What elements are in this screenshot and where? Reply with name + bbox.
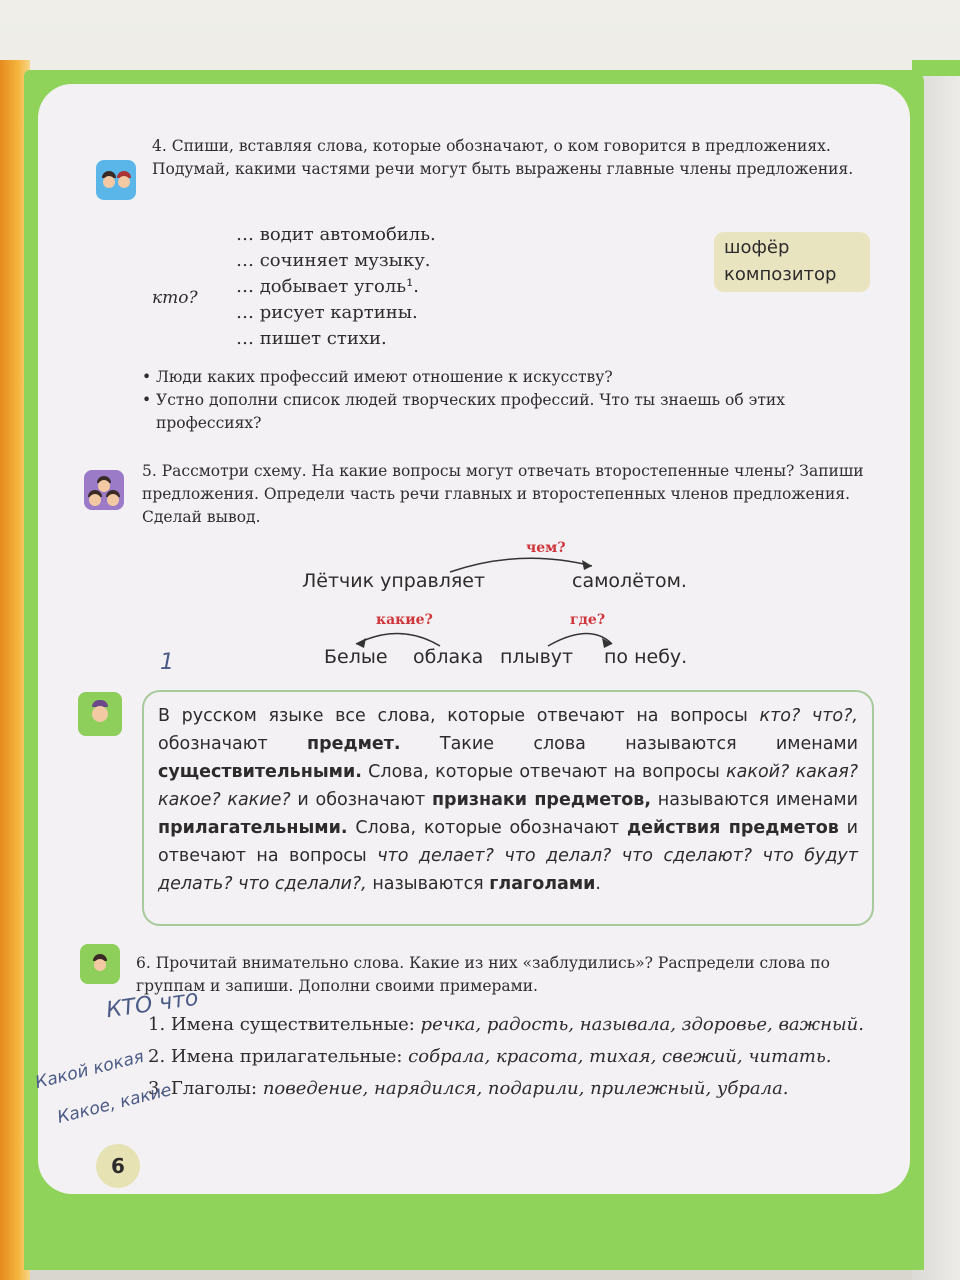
question-chem: чем? [526,540,566,556]
scheme-2-word-4: по небу. [604,646,688,668]
vocabulary-word: шофёр [724,237,790,258]
rule-term: действия предметов [627,818,839,838]
rule-box [142,690,874,926]
rule-text: . [595,874,601,894]
list-item-words: речка, радость, называла, здоровье, важный. [420,1014,864,1035]
list-item [148,1044,878,1070]
rule-term: предмет. [306,734,401,754]
list-item-label: 3. Глаголы: [148,1078,258,1099]
line-item: … добывает уголь¹. [236,276,420,297]
task-5-text: 5. Рассмотри схему. На какие вопросы могут отвечать второстепенные члены? Запиши предложения. Определи часть речи главных и второстепенных членов предложения. Сделай вывод. [142,462,864,526]
rule-text: называются [366,874,490,894]
task-6-list [148,1012,878,1102]
bullet-item: • Люди каких профессий имеют отношение к искусству? [142,366,877,389]
rule-text: называются именами [651,790,858,810]
list-item [148,1076,878,1102]
scheme-1-object: самолётом. [572,570,687,592]
teacher-icon [78,692,122,736]
handwritten-note: КТО что [104,985,200,1024]
scheme-2-word-3: плывут [500,646,574,668]
rule-text: В русском языке все слова, которые отвечают на вопросы [158,706,760,726]
rule-question: кто? что?, [759,706,858,726]
list-item [148,1012,878,1038]
task-6-text: 6. Прочитай внимательно слова. Какие из них «заблудились»? Распредели слова по группам и запиши. Дополни своими примерами. [136,954,830,995]
list-item-words: поведение, нарядился, подарили, прилежный, убрала. [262,1078,789,1099]
task-4-text: 4. Спиши, вставляя слова, которые обозначают, о ком говорится в предложениях. Подумай, какими частями речи могут быть выражены главные члены предложения. [152,137,854,178]
rule-text: Слова, которые отвечают на вопросы [361,762,727,782]
handwritten-mark: 1 [160,650,174,675]
rule-text: обозначают [158,734,307,754]
handwritten-note: Какой кокая [33,1046,146,1094]
line-item: … сочиняет музыку. [236,250,431,271]
rule-question: какой? какая? какое? какие? [158,762,859,810]
scheme-2-word-1: Белые [324,646,388,668]
rule-text: и отвечают на вопросы [158,818,858,866]
vocabulary-word: композитор [724,264,837,285]
rule-term: глаголами [489,874,596,894]
rule-question: что делает? что делал? что сделают? что будут делать? что сделали?, [158,846,858,894]
rule-term: признаки предметов, [431,790,652,810]
line-item: … водит автомобиль. [236,224,436,245]
rule-text: Слова, которые обозначают [347,818,628,838]
bullet-item: • Устно дополни список людей творческих профессий. Что ты знаешь об этих профессиях? [142,389,877,435]
rule-term: существительными. [158,762,362,782]
question-kto: кто? [152,288,198,308]
list-item-label: 1. Имена существительные: [148,1014,415,1035]
rule-text: и обозначают [290,790,432,810]
question-gde: где? [570,612,606,628]
question-kakie: какие? [376,612,433,628]
rule-term: прилагательными. [158,818,348,838]
list-item-label: 2. Имена прилагательные: [148,1046,403,1067]
page-number: 6 [96,1144,140,1188]
scheme-2-word-2: облака [413,646,484,668]
line-item: … пишет стихи. [236,328,387,349]
handwritten-note: Какое, какие [55,1080,174,1128]
line-item: … рисует картины. [236,302,418,323]
scheme-1-subject: Лётчик управляет [302,570,486,592]
list-item-words: собрала, красота, тихая, свежий, читать. [408,1046,832,1067]
individual-work-icon [80,944,120,984]
rule-text: Такие слова называются именами [400,734,858,754]
